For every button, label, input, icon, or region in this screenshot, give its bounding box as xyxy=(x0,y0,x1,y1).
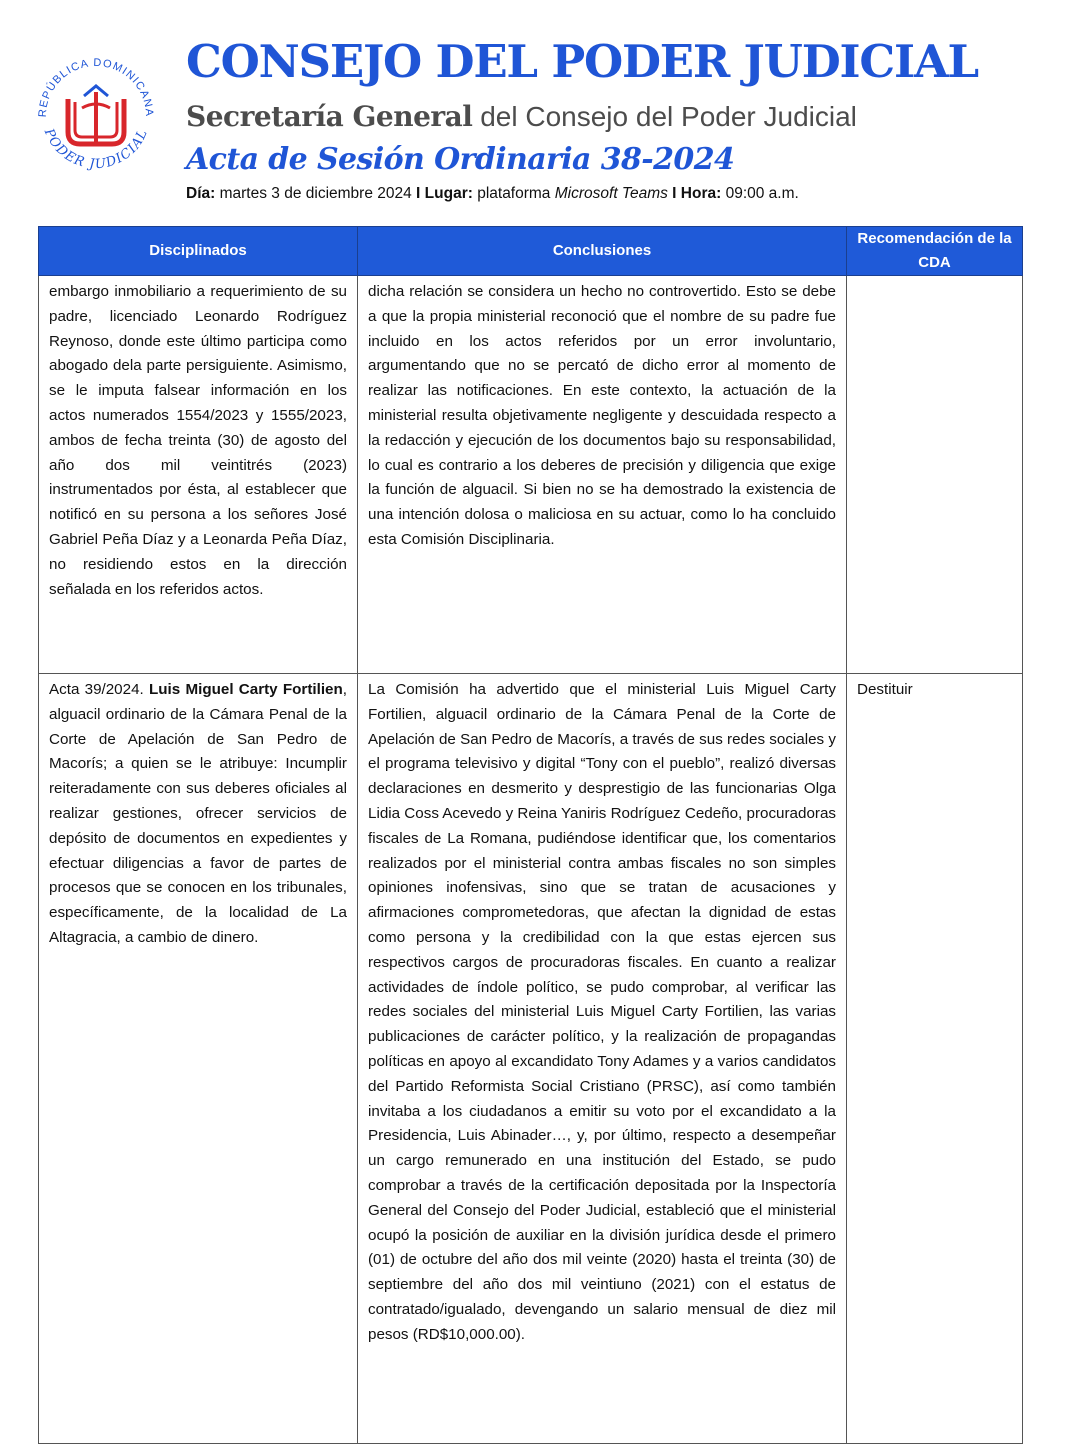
separator: I xyxy=(667,185,681,202)
column-header-disciplinados: Disciplinados xyxy=(39,227,358,276)
cell-conclusiones: dicha relación se considera un hecho no controvertido. Esto se debe a que la propia ministerial reconoció que el nombre de su padre fue incluido en los actos referidos por un error involuntario, argumentando que no se percató de dicho error al momento de realizar las notificaciones. En este contexto, la actuación de la ministerial resulta objetivamente negligente y descuidada respecto a la redacción y ejecución de los documentos bajo su responsabilidad, lo cual es contrario a los deberes de precisión y diligencia que exige la función de alguacil. Si bien no se ha demostrado la existencia de una intención dolosa o maliciosa en su actuar, como lo ha concluido esta Comisión Disciplinaria. xyxy=(358,276,847,674)
poder-judicial-seal-icon xyxy=(28,44,164,180)
column-header-recomendacion: Recomendación de la CDA xyxy=(847,227,1023,276)
document-header xyxy=(0,0,1080,220)
seal-bottom-text: PODER JUDICIAL xyxy=(40,126,152,173)
disciplinado-charges: , alguacil ordinario de la Cámara Penal de la Corte de Apelación de San Pedro de Macorís; a quien se le atribuye: Incumplir reiteradamente con sus deberes oficiales al realizar gestiones, ofrecer servicios de depósito de documentos en expedientes y efectuar diligencias a favor de partes de procesos que se conocen en los tribunales, específicamente, de la localidad de La Altagracia, a cambio de dinero. xyxy=(49,681,347,946)
table-row xyxy=(39,276,1023,674)
table-row xyxy=(39,674,1023,1444)
dia-label: Día: xyxy=(186,185,216,202)
column-header-conclusiones: Conclusiones xyxy=(358,227,847,276)
cell-recomendacion: Destituir xyxy=(847,674,1023,1444)
secretaria-subtitle-strong: Secretaría General xyxy=(186,100,473,133)
seal-emblem xyxy=(68,86,124,144)
seal-arc-text: REPÚBLICA DOMINICANA xyxy=(36,56,156,118)
lugar-value: plataforma xyxy=(472,185,555,202)
acta-title: Acta de Sesión Ordinaria 38-2024 xyxy=(186,142,735,177)
acta-reference: Acta 39/2024. xyxy=(49,681,149,698)
table-header-row xyxy=(39,227,1023,276)
cell-disciplinados xyxy=(39,674,358,1444)
hora-value: 09:00 a.m. xyxy=(721,185,799,202)
lugar-italic: Microsoft Teams xyxy=(554,185,668,202)
disciplinado-name: Luis Miguel Carty Fortilien xyxy=(149,681,343,698)
secretaria-subtitle-rest: del Consejo del Poder Judicial xyxy=(472,101,857,132)
secretaria-subtitle xyxy=(186,98,857,136)
separator: I xyxy=(416,185,425,202)
sanctions-table xyxy=(38,226,1023,1444)
cell-conclusiones: La Comisión ha advertido que el ministerial Luis Miguel Carty Fortilien, alguacil ordinario de la Cámara Penal de la Corte de Apelación de San Pedro de Macorís, a través de sus redes sociales y el programa televisivo y digital “Tony con el pueblo”, realizó diversas declaraciones en desmerito y desprestigio de las funcionarias Olga Lidia Coss Acevedo y Reina Yaniris Rodríguez Cedeño, procuradoras fiscales de La Romana, pudiéndose identificar que, los comentarios realizados por el ministerial contra ambas fiscales no son simples opiniones inofensivas, sino que se tratan de acusaciones y afirmaciones comprometedoras, que afectan la dignidad de estas como persona y la credibilidad con la que estas ejercen sus respectivos cargos de procuradoras fiscales. En cuanto a realizar actividades de índole político, se pudo comprobar, al verificar las redes sociales del ministerial Luis Miguel Carty Fortilien, las varias publicaciones de carácter político, y la realización de propagandas políticas en apoyo al excandidato Tony Adames y a varios candidatos del Partido Reformista Social Cristiano (PRSC), así como también invitaba a los ciudadanos a emitir su voto por el excandidato a la Presidencia, Luis Abinader…, y, por último, respecto a desempeñar un cargo remunerado en una institución del Estado, se pudo comprobar a través de la certificación depositada por la Inspectoría General del Consejo del Poder Judicial, estableció que el ministerial ocupó la posición de auxiliar en la división jurídica desde el primero (01) de octubre del año dos mil veinte (2020) hasta el treinta (30) de septiembre del año dos mil veintiuno (2021) con el estatus de contratado/igualado, devengando un salario mensual de diez mil pesos (RD$10,000.00). xyxy=(358,674,847,1444)
dia-value: martes 3 de diciembre 2024 xyxy=(215,185,417,202)
council-title: CONSEJO DEL PODER JUDICIAL xyxy=(186,35,978,88)
cell-recomendacion xyxy=(847,276,1023,674)
session-meta xyxy=(186,183,799,205)
cell-disciplinados: embargo inmobiliario a requerimiento de su padre, licenciado Leonardo Rodríguez Reynoso, donde este último participa como abogado dela parte persiguiente. Asimismo, se le imputa falsear información en los actos numerados 1554/2023 y 1555/2023, ambos de fecha treinta (30) de agosto del año dos mil veintitrés (2023) instrumentados por ésta, al establecer que notificó en su persona a los señores José Gabriel Peña Díaz y a Leonarda Peña Díaz, no residiendo estos en la dirección señalada en los referidos actos. xyxy=(39,276,358,674)
hora-label: Hora: xyxy=(680,185,722,202)
lugar-label: Lugar: xyxy=(424,185,473,202)
